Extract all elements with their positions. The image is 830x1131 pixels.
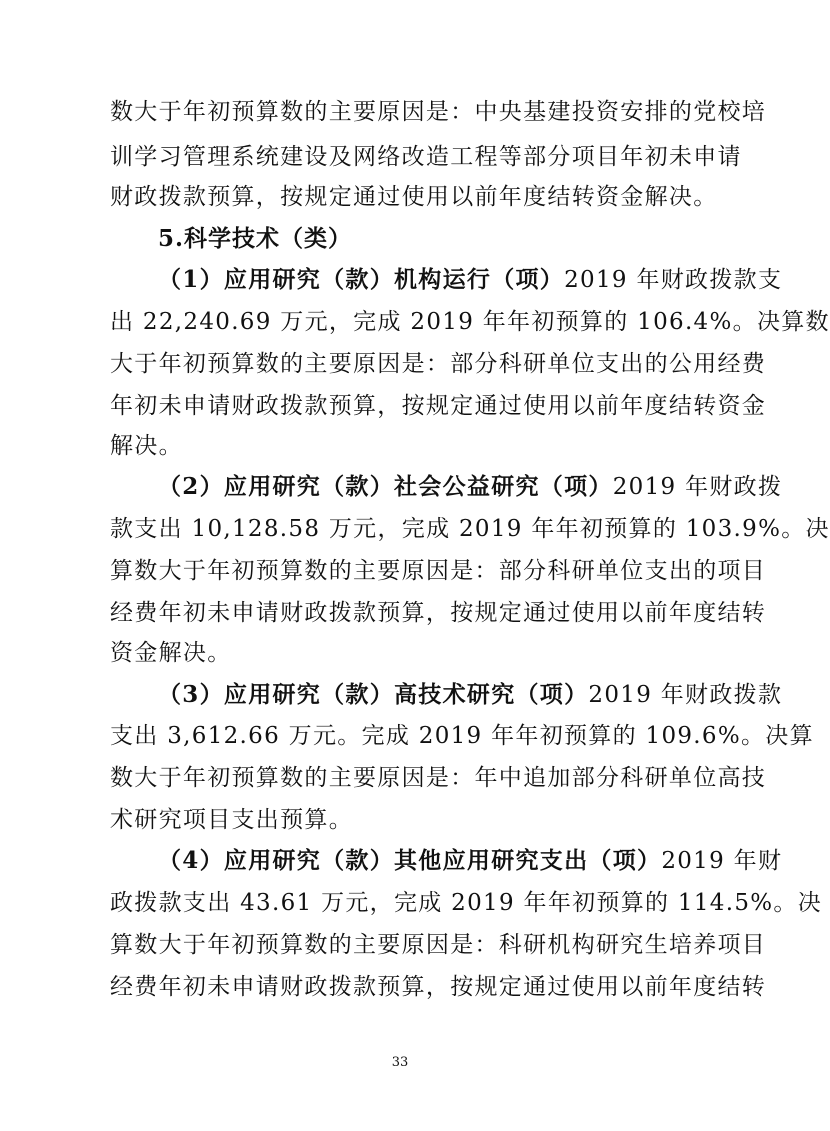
item-4-title: （4）应用研究（款）其他应用研究支出（项） [158, 847, 662, 874]
item-4-line-4: 经费年初未申请财政拨款预算，按规定通过使用以前年度结转 [110, 974, 767, 1000]
item-3-first-line [158, 680, 783, 710]
item-2-line-3: 算数大于年初预算数的主要原因是：部分科研单位支出的项目 [110, 558, 767, 584]
item-3-title: （3）应用研究（款）高技术研究（项） [158, 681, 589, 708]
item-4-lead: 2019 年财 [661, 848, 783, 874]
item-3-line-2: 支出 3,612.66 万元。完成 2019 年年初预算的 109.6%。决算 [110, 723, 814, 749]
intro-line-3: 财政拨款预算，按规定通过使用以前年度结转资金解决。 [110, 184, 718, 210]
item-2-title: （2）应用研究（款）社会公益研究（项） [158, 473, 613, 500]
item-1-line-3: 大于年初预算数的主要原因是：部分科研单位支出的公用经费 [110, 351, 767, 377]
intro-line-1: 数大于年初预算数的主要原因是：中央基建投资安排的党校培 [110, 99, 767, 125]
item-1-line-2: 出 22,240.69 万元，完成 2019 年年初预算的 106.4%。决算数 [110, 309, 830, 335]
item-4-line-2: 政拨款支出 43.61 万元，完成 2019 年年初预算的 114.5%。决 [110, 890, 823, 916]
item-2-lead: 2019 年财政拨 [612, 474, 783, 500]
item-2-line-4: 经费年初未申请财政拨款预算，按规定通过使用以前年度结转 [110, 600, 767, 626]
item-2-line-5: 资金解决。 [110, 640, 232, 666]
item-2-first-line [158, 472, 783, 502]
intro-line-2: 训学习管理系统建设及网络改造工程等部分项目年初未申请 [110, 144, 742, 170]
item-1-title: （1）应用研究（款）机构运行（项） [158, 266, 565, 293]
item-4-first-line [158, 846, 783, 876]
item-3-line-3: 数大于年初预算数的主要原因是：年中追加部分科研单位高技 [110, 765, 767, 791]
item-1-line-4: 年初未申请财政拨款预算，按规定通过使用以前年度结转资金 [110, 393, 767, 419]
item-1-line-5: 解决。 [110, 433, 183, 459]
item-3-lead: 2019 年财政拨款 [588, 682, 783, 708]
item-2-line-2: 款支出 10,128.58 万元，完成 2019 年年初预算的 103.9%。决 [110, 516, 830, 542]
section-heading: 5.科学技术（类） [158, 225, 353, 252]
item-3-line-4: 术研究项目支出预算。 [110, 807, 353, 833]
item-1-lead: 2019 年财政拨款支 [564, 267, 783, 293]
item-4-line-3: 算数大于年初预算数的主要原因是：科研机构研究生培养项目 [110, 932, 767, 958]
item-1-first-line [158, 265, 783, 295]
page-number: 33 [391, 1055, 409, 1070]
